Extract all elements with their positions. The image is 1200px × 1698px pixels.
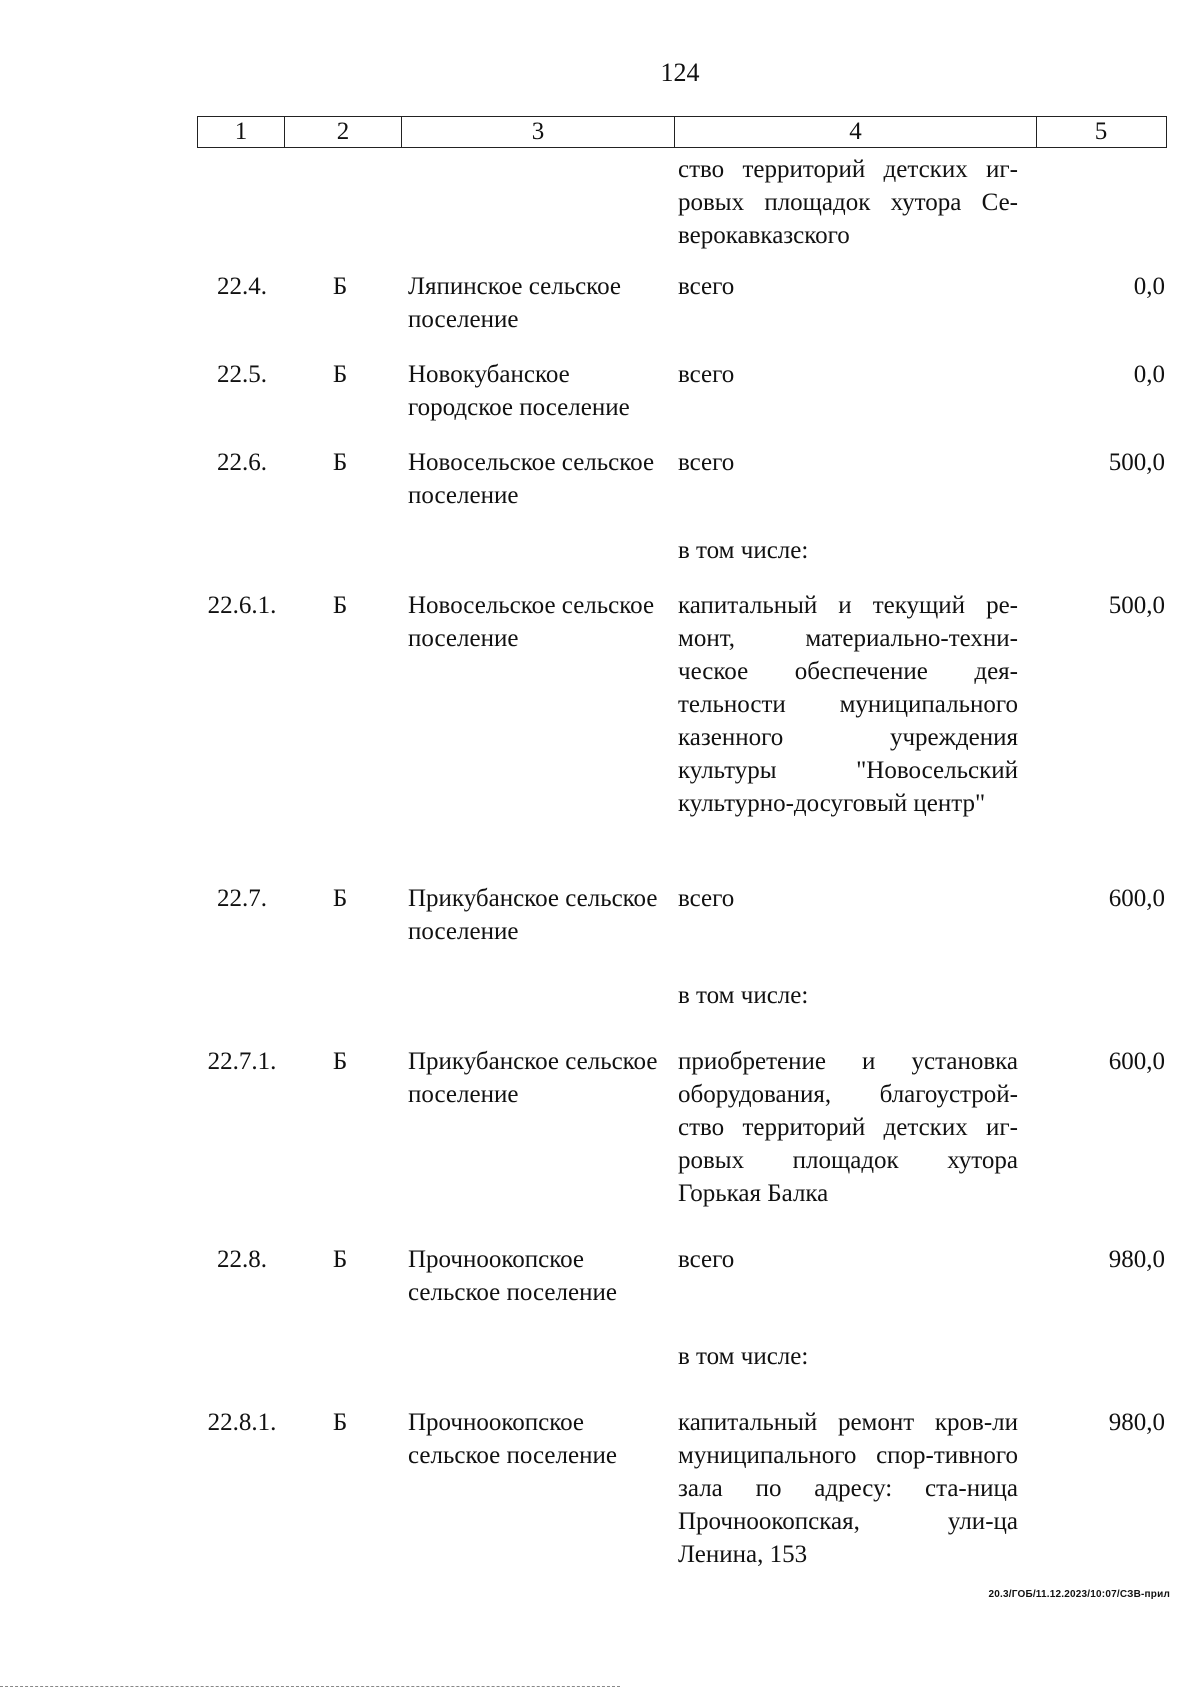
row-value: 0,0 (1133, 273, 1165, 300)
row-category: Б (332, 273, 348, 300)
row-code: 22.6.1. (207, 592, 277, 619)
row-description: всего (678, 885, 735, 912)
row-name: Новокубанское городское поселение (408, 361, 630, 421)
row-value: 500,0 (1108, 449, 1165, 476)
document-code: 20.3/ГОБ/11.12.2023/10:07/СЗВ-прил (988, 1589, 1170, 1600)
header-col-2: 2 (285, 117, 402, 147)
header-col-4: 4 (675, 117, 1037, 147)
row-name: Новосельское сельское поселение (408, 592, 655, 652)
row-category: Б (332, 361, 348, 388)
scan-edge-line (0, 1686, 620, 1687)
row-description: приобретение и установка оборудования, благоустрой-ство территорий детских иг-ровых площадок хутора Горькая Балка (678, 1048, 1018, 1207)
row-name: Прочноокопское сельское поселение (408, 1246, 617, 1306)
row-category: Б (332, 1246, 348, 1273)
row-code: 22.4. (217, 273, 267, 300)
row-code: 22.7. (217, 885, 267, 912)
row-code: 22.5. (217, 361, 267, 388)
row-description: всего (678, 449, 735, 476)
row-code: 22.7.1. (207, 1048, 277, 1075)
header-col-3: 3 (402, 117, 675, 147)
row-description: капитальный и текущий ре-монт, материально-техни-ческое обеспечение дея-тельности муниципального казенного учреждения культуры "Новосельский культурно-досуговый центр" (678, 592, 1018, 817)
row-description: в том числе: (678, 537, 809, 564)
row-description: всего (678, 361, 735, 388)
row-name: Прочноокопское сельское поселение (408, 1409, 617, 1469)
header-col-5: 5 (1094, 118, 1108, 145)
row-category: Б (332, 592, 348, 619)
row-description: в том числе: (678, 982, 809, 1009)
row-value: 980,0 (1108, 1246, 1165, 1273)
table-header-row (197, 116, 1167, 148)
row-value: 600,0 (1108, 885, 1165, 912)
row-value: 980,0 (1108, 1409, 1165, 1436)
row-category: Б (332, 449, 348, 476)
continuation-text: ство территорий детских иг-ровых площадок хутора Се-верокавказского (678, 156, 1018, 249)
row-category: Б (332, 1409, 348, 1436)
row-value: 0,0 (1133, 361, 1165, 388)
page-number: 124 (660, 58, 700, 87)
row-name: Новосельское сельское поселение (408, 449, 655, 509)
row-name: Прикубанское сельское поселение (408, 1048, 658, 1108)
row-category: Б (332, 1048, 348, 1075)
row-description: всего (678, 273, 735, 300)
header-col-1: 1 (198, 117, 285, 147)
row-value: 600,0 (1108, 1048, 1165, 1075)
row-code: 22.8.1. (207, 1409, 277, 1436)
row-value: 500,0 (1108, 592, 1165, 619)
row-name: Ляпинское сельское поселение (408, 273, 621, 333)
row-category: Б (332, 885, 348, 912)
row-description: в том числе: (678, 1343, 809, 1370)
row-name: Прикубанское сельское поселение (408, 885, 658, 945)
row-description: всего (678, 1246, 735, 1273)
row-code: 22.6. (217, 449, 267, 476)
row-description: капитальный ремонт кров-ли муниципального спор-тивного зала по адресу: ста-ница Прочноокопская, ули-ца Ленина, 153 (678, 1409, 1018, 1568)
row-code: 22.8. (217, 1246, 267, 1273)
